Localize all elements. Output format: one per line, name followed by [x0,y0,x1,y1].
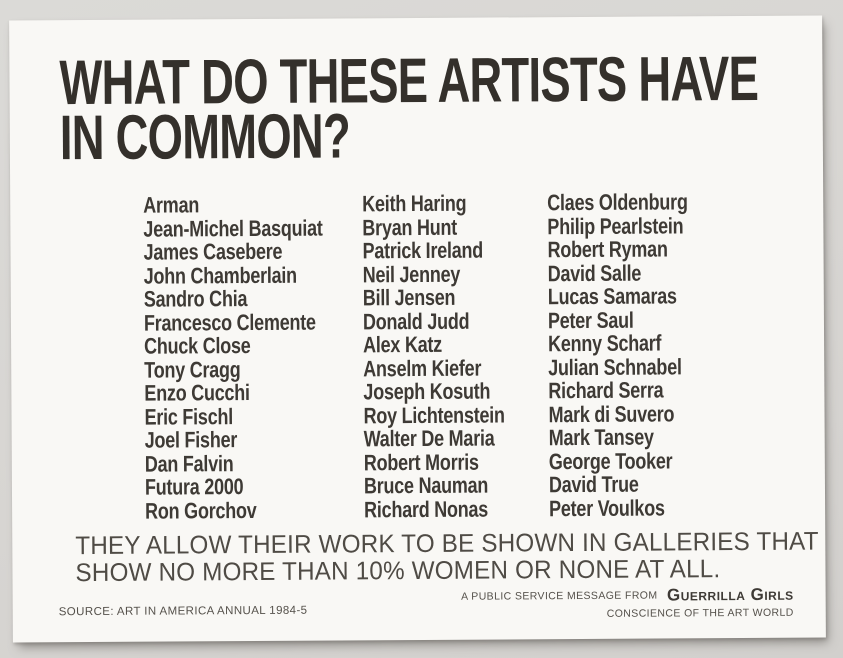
artist-name: Mark Tansey [548,424,654,451]
guerrilla-girls-logotype: Guerrilla Girls [666,584,794,605]
credit-block [461,586,794,621]
artist-name: Futura 2000 [144,474,244,500]
poster-title [59,43,759,174]
artist-name: Bill Jensen [362,284,456,311]
artist-name: Patrick Ireland [362,237,484,264]
credit-line [461,586,794,607]
credit-tagline: CONSCIENCE OF THE ART WORLD [606,606,794,620]
artist-name: James Casebere [143,238,283,265]
artist-name: Arman [143,192,200,218]
artist-name: Bryan Hunt [362,214,458,240]
poster-title-line: WHAT DO THESE ARTISTS HAVE [59,43,759,119]
artist-name: Peter Saul [547,307,634,333]
artist-column-3 [547,190,689,520]
source-note: SOURCE: ART IN AMERICA ANNUAL 1984-5 [58,604,308,619]
artist-name: Donald Judd [362,308,470,334]
artist-name: Peter Voulkos [549,494,665,521]
artist-name: Joseph Kosuth [363,378,491,405]
statement-line: SHOW NO MORE THAN 10% WOMEN OR NONE AT ALL. [75,555,721,588]
artist-name: Keith Haring [362,190,467,217]
artist-name: Julian Schnabel [548,353,682,380]
artist-name: Bruce Nauman [363,472,489,499]
artist-name: Lucas Samaras [547,283,677,310]
artist-name: George Tooker [548,447,673,474]
artist-name: Kenny Scharf [548,330,662,357]
poster-title-line: IN COMMON? [59,101,351,174]
artist-name: David Salle [547,260,642,286]
artist-name: Alex Katz [363,331,443,358]
artist-name: John Chamberlain [143,262,297,289]
artist-name: Jean-Michel Basquiat [143,215,323,242]
statement-line: THEY ALLOW THEIR WORK TO BE SHOWN IN GALLERIES THAT [75,527,819,561]
artist-name: David True [548,471,639,498]
artist-column-1 [143,193,324,523]
artist-name: Richard Nonas [364,496,489,522]
guerrilla-girls-poster [9,16,826,643]
artist-name: Robert Morris [363,449,479,475]
artist-name: Roy Lichtenstein [363,401,505,428]
artist-name: Richard Serra [548,377,664,404]
artist-name: Enzo Cucchi [144,380,250,406]
artist-name: Ron Gorchov [145,497,257,524]
artist-list [10,189,823,524]
artist-name: Robert Ryman [547,236,668,263]
artist-name: Joel Fisher [144,427,238,453]
artist-name: Mark di Suvero [548,400,675,427]
artist-name: Chuck Close [144,333,251,359]
artist-name: Anselm Kiefer [363,355,482,381]
artist-name: Philip Pearlstein [547,212,684,239]
artist-name: Claes Oldenburg [547,189,688,216]
artist-name: Neil Jenney [362,261,461,287]
credit-prefix: A PUBLIC SERVICE MESSAGE FROM [461,589,658,603]
artist-name: Walter De Maria [363,425,495,452]
artist-name: Sandro Chia [143,286,248,312]
artist-column-2 [362,191,505,521]
artist-name: Dan Falvin [144,450,234,477]
statement-text [75,529,819,588]
artist-name: Tony Cragg [144,356,241,383]
artist-name: Eric Fischl [144,403,234,430]
artist-name: Francesco Clemente [143,309,316,336]
